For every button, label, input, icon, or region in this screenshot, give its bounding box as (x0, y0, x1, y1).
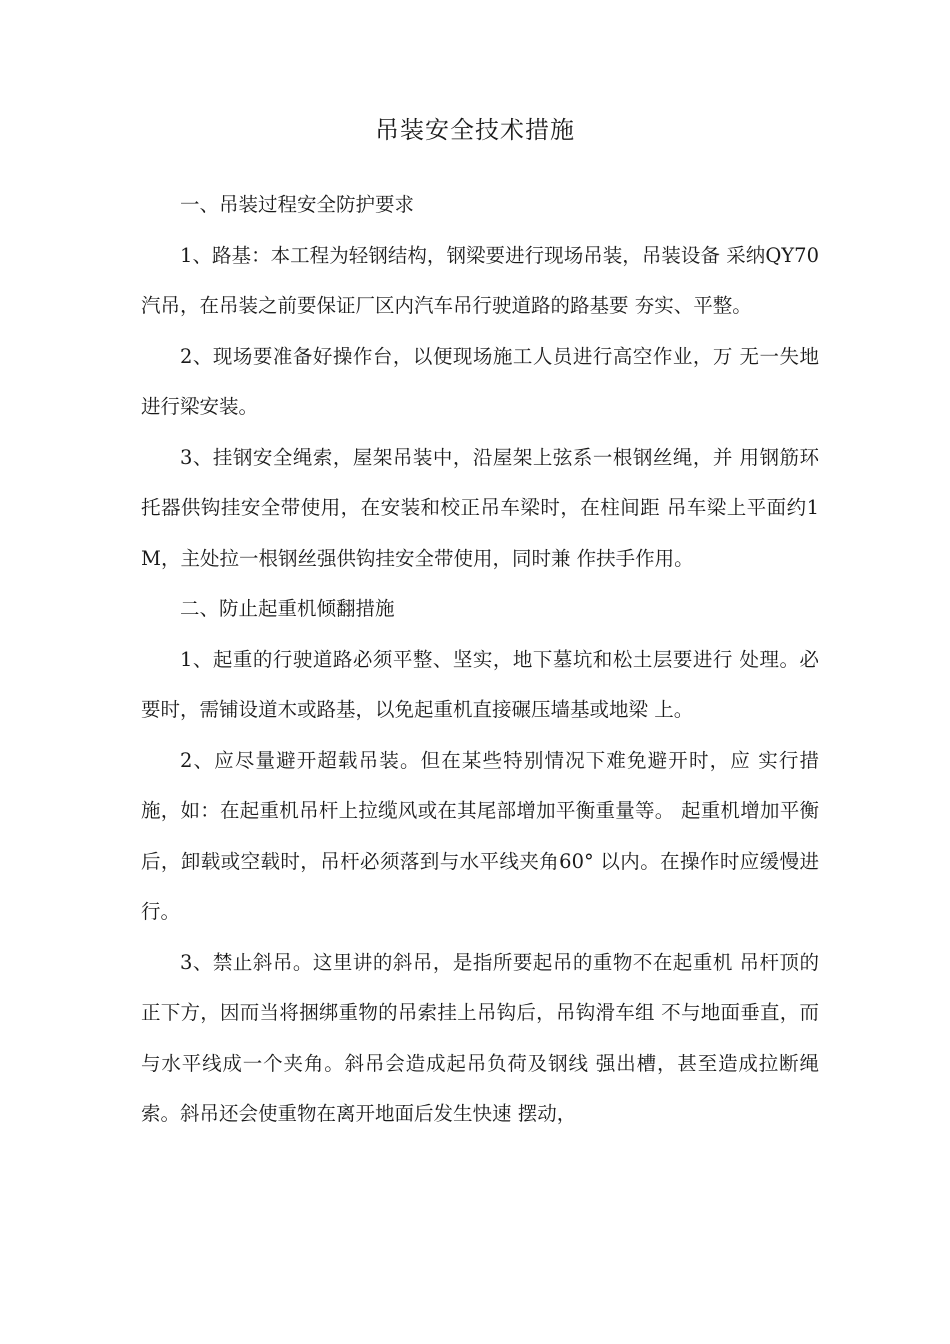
paragraph-roadbed: 1、路基：本工程为轻钢结构，钢梁要进行现场吊装，吊装设备 采纳QY70汽吊，在吊装之前要保证厂区内汽车吊行驶道路的路基要 夯实、平整。 (141, 243, 819, 317)
document-body (141, 180, 819, 1140)
paragraph-operation-platform: 2、现场要准备好操作台，以便现场施工人员进行高空作业，万 无一失地进行梁安装。 (141, 344, 819, 418)
section-heading-crane-overturn: 二、防止起重机倾翻措施 (180, 597, 395, 620)
paragraph-overload: 2、应尽量避开超载吊装。但在某些特别情况下难免避开时，应 实行措施，如：在起重机吊杆上拉缆风或在其尾部增加平衡重量等。 起重机增加平衡后，卸载或空载时，吊杆必须落到与水平线夹角60° 以内。在操作时应缓慢进行。 (141, 748, 819, 923)
document-title: 吊装安全技术措施 (375, 116, 575, 144)
section-heading-lifting-protection: 一、吊装过程安全防护要求 (180, 193, 415, 216)
paragraph-oblique-lifting: 3、禁止斜吊。这里讲的斜吊，是指所要起吊的重物不在起重机 吊杆顶的正下方，因而当将捆绑重物的吊索挂上吊钩后，吊钩滑车组 不与地面垂直，而与水平线成一个夹角。斜吊会造成起吊负荷及钢线 强出槽，甚至造成拉断绳索。斜吊还会使重物在离开地面后发生快速 摆动， (141, 950, 819, 1125)
paragraph-driving-road: 1、起重的行驶道路必须平整、坚实，地下墓坑和松土层要进行 处理。必要时，需铺设道木或路基，以免起重机直接碾压墙基或地梁 上。 (141, 647, 819, 721)
paragraph-safety-rope: 3、挂钢安全绳索，屋架吊装中，沿屋架上弦系一根钢丝绳，并 用钢筋环托器供钩挂安全带使用，在安装和校正吊车梁时，在柱间距 吊车梁上平面约1M，主处拉一根钢丝强供钩挂安全带使用，同时兼 作扶手作用。 (141, 445, 819, 570)
